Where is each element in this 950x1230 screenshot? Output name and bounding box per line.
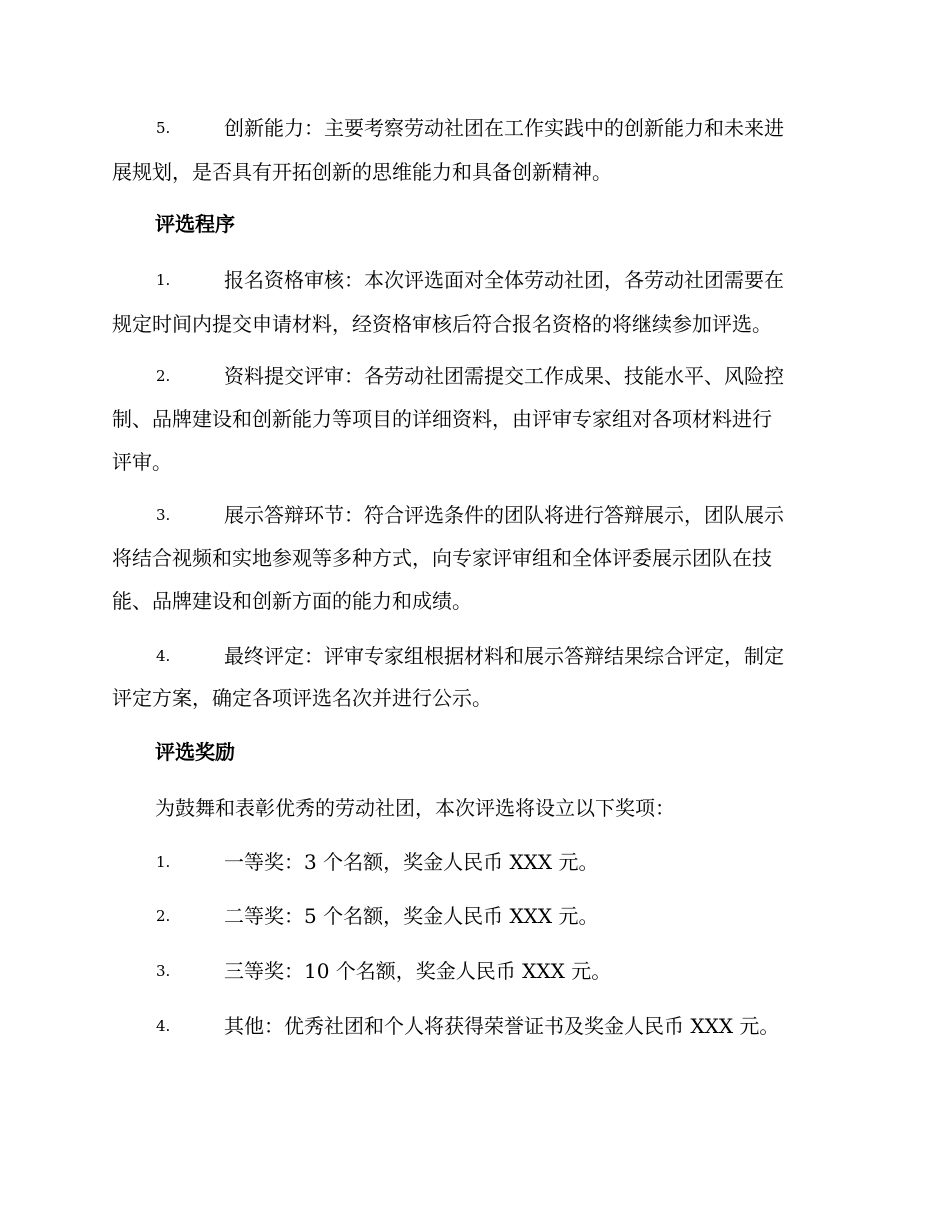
list-number: 4. xyxy=(156,647,171,665)
award-item-1 xyxy=(112,848,834,876)
award-item-3 xyxy=(112,957,834,985)
list-item-text-line: 资料提交评审：各劳动社团需提交工作成果、技能水平、风险控 xyxy=(224,364,784,388)
award-item-4 xyxy=(112,1012,834,1040)
list-item-text-line: 报名资格审核：本次评选面对全体劳动社团，各劳动社团需要在 xyxy=(224,268,784,292)
list-number: 1. xyxy=(156,271,171,289)
list-item-text: 一等奖：3 个名额，奖金人民币 XXX 元。 xyxy=(224,850,599,874)
section-heading-awards: 评选奖励 xyxy=(155,740,235,764)
award-item-2 xyxy=(112,902,834,930)
list-item-text: 其他：优秀社团和个人将获得荣誉证书及奖金人民币 XXX 元。 xyxy=(224,1014,780,1038)
procedure-item-2 xyxy=(112,362,834,478)
list-number: 1. xyxy=(156,853,171,871)
list-item-text-line: 评定方案，确定各项评选名次并进行公示。 xyxy=(112,686,492,710)
list-number: 3. xyxy=(156,506,171,524)
list-item-text-line: 评审。 xyxy=(112,450,172,474)
procedure-item-4 xyxy=(112,642,834,714)
list-number: 4. xyxy=(156,1017,171,1035)
procedure-item-1 xyxy=(112,266,834,338)
list-item-text: 三等奖：10 个名额，奖金人民币 XXX 元。 xyxy=(224,959,612,983)
list-number: 2. xyxy=(156,367,171,385)
list-item-text-line: 制、品牌建设和创新能力等项目的详细资料，由评审专家组对各项材料进行 xyxy=(112,407,772,431)
procedure-item-3 xyxy=(112,501,834,617)
list-item-text-line: 将结合视频和实地参观等多种方式，向专家评审组和全体评委展示团队在技 xyxy=(112,546,772,570)
list-item-text-line: 规定时间内提交申请材料，经资格审核后符合报名资格的将继续参加评选。 xyxy=(112,312,772,336)
list-item-text-line: 创新能力：主要考察劳动社团在工作实践中的创新能力和未来进 xyxy=(224,116,784,140)
list-number: 2. xyxy=(156,907,171,925)
list-number: 3. xyxy=(156,962,171,980)
list-number: 5. xyxy=(156,119,171,137)
list-item-text-line: 能、品牌建设和创新方面的能力和成绩。 xyxy=(112,589,472,613)
list-item-text-line: 展示答辩环节：符合评选条件的团队将进行答辩展示，团队展示 xyxy=(224,503,784,527)
list-item-text-line: 展规划，是否具有开拓创新的思维能力和具备创新精神。 xyxy=(112,160,612,184)
awards-intro: 为鼓舞和表彰优秀的劳动社团，本次评选将设立以下奖项： xyxy=(155,796,675,820)
list-item-text-line: 最终评定：评审专家组根据材料和展示答辩结果综合评定，制定 xyxy=(224,644,784,668)
section-heading-procedure: 评选程序 xyxy=(155,212,235,236)
criterion-item-5 xyxy=(112,114,834,186)
list-item-text: 二等奖：5 个名额，奖金人民币 XXX 元。 xyxy=(224,904,599,928)
